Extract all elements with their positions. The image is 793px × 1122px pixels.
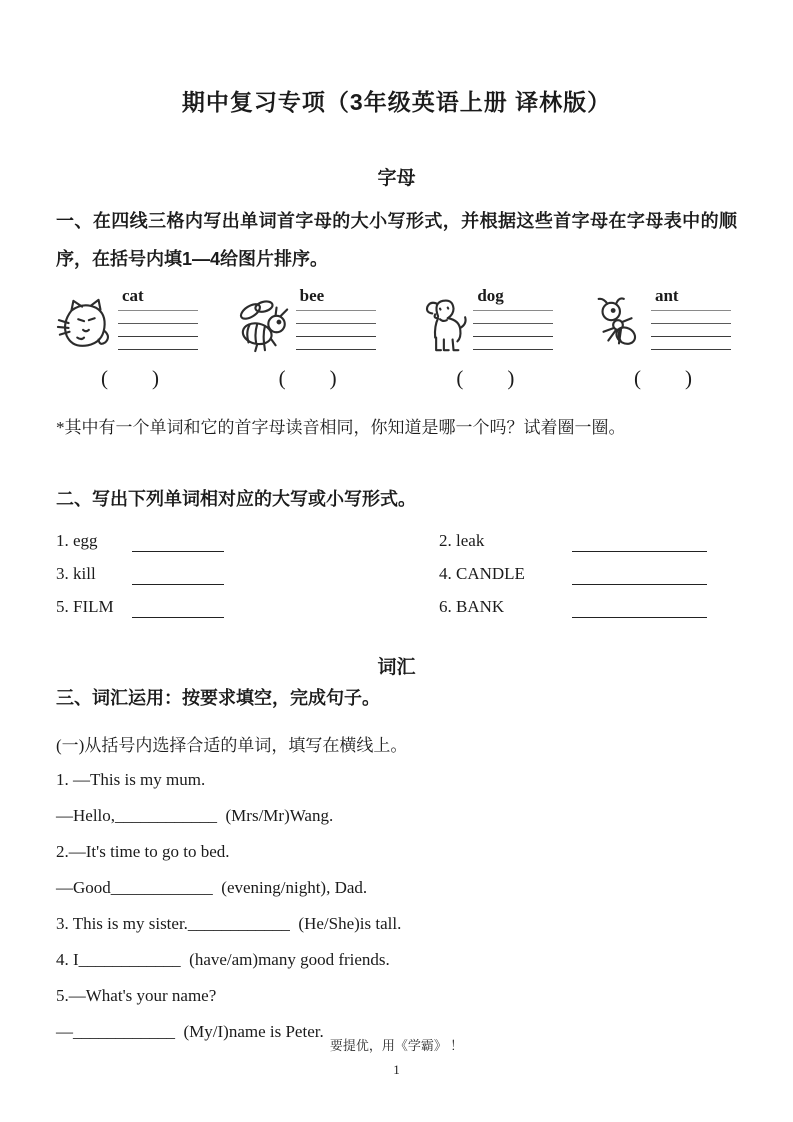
picture-word-label: bee xyxy=(299,286,325,305)
part1-label: (一)从括号内选择合适的单词，填写在横线上。 xyxy=(56,736,408,755)
word-item xyxy=(439,530,737,552)
answer-parens xyxy=(234,366,382,391)
sentence-line: —Hello,____________ (Mrs/Mr)Wang. xyxy=(56,806,334,825)
paren-open: ( xyxy=(456,366,464,390)
word-item xyxy=(439,596,737,618)
answer-parens xyxy=(589,366,737,391)
question1-prompt: 一、在四线三格内写出单词首字母的大小写形式，并根据这些首字母在字母表中的顺序，在括号内填1—4给图片排序。 xyxy=(56,211,737,269)
picture-ordering-row xyxy=(56,286,737,391)
writing-grid xyxy=(473,310,553,356)
picture-word-label: cat xyxy=(122,286,144,305)
picture-dog-main xyxy=(411,286,559,356)
sentence-line: 2.—It's time to go to bed. xyxy=(56,842,230,861)
picture-word-label: dog xyxy=(477,286,504,305)
word-label: 5. FILM xyxy=(56,597,114,616)
answer-blank xyxy=(132,597,224,618)
letters-section-heading: 字母 xyxy=(377,168,416,189)
writing-grid xyxy=(118,310,198,356)
answer-parens xyxy=(411,366,559,391)
bee-icon xyxy=(234,294,292,356)
paren-close: ) xyxy=(152,366,159,390)
paren-close: ) xyxy=(329,366,337,390)
footer-slogan: 要提优，用《学霸》 ！ xyxy=(329,1038,464,1053)
paren-close: ) xyxy=(684,366,692,390)
question2-prompt: 二、写出下列单词相对应的大写或小写形式。 xyxy=(56,489,416,509)
question3-prompt: 三、词汇运用：按要求填空，完成句子。 xyxy=(56,688,380,708)
sentence-line: 3. This is my sister.____________ (He/She)is tall. xyxy=(56,914,402,933)
sentence-line: —____________ (My/I)name is Peter. xyxy=(56,1022,324,1041)
answer-blank xyxy=(572,597,707,618)
picture-cell-cat xyxy=(56,286,204,391)
page-number: 1 xyxy=(393,1062,400,1077)
picture-bee-main xyxy=(234,286,382,356)
paren-open: ( xyxy=(278,366,286,390)
answer-parens xyxy=(56,366,204,391)
picture-ant-main xyxy=(589,286,737,356)
dog-grid-wrap xyxy=(473,286,559,356)
ant-grid-wrap xyxy=(651,286,737,356)
answer-blank xyxy=(132,564,224,585)
dog-icon xyxy=(411,294,469,356)
word-item xyxy=(439,563,737,585)
writing-grid xyxy=(651,310,731,356)
sentence-line: —Good____________ (evening/night), Dad. xyxy=(56,878,368,897)
picture-word-label: ant xyxy=(654,286,679,305)
cat-grid-wrap xyxy=(118,286,204,356)
hint-note: *其中有一个单词和它的首字母读音相同，你知道是哪一个吗？试着圈一圈。 xyxy=(56,418,626,437)
answer-blank xyxy=(132,531,224,552)
ant-icon xyxy=(589,294,647,356)
word-label: 3. kill xyxy=(56,564,96,583)
word-label: 2. leak xyxy=(439,531,485,550)
sentence-line: 5.—What's your name? xyxy=(56,986,217,1005)
word-label: 6. BANK xyxy=(439,597,505,616)
picture-cat-main xyxy=(56,286,204,356)
fill-in-sentences xyxy=(56,762,737,1050)
picture-cell-ant xyxy=(589,286,737,391)
word-item xyxy=(56,563,439,585)
paren-close: ) xyxy=(507,366,515,390)
sentence-line: 4. I____________ (have/am)many good friends. xyxy=(56,950,390,969)
word-label: 4. CANDLE xyxy=(439,564,525,583)
answer-blank xyxy=(572,564,707,585)
picture-cell-bee xyxy=(234,286,382,391)
writing-grid xyxy=(296,310,376,356)
vocab-section-heading: 词汇 xyxy=(377,657,416,678)
cat-icon xyxy=(56,294,114,356)
word-item xyxy=(56,530,439,552)
word-conversion-list xyxy=(56,530,737,618)
sentence-line: 1. —This is my mum. xyxy=(56,770,206,789)
paren-open: ( xyxy=(101,366,108,390)
paren-open: ( xyxy=(633,366,641,390)
page-title: 期中复习专项（3年级英语上册 译林版） xyxy=(181,89,612,115)
picture-cell-dog xyxy=(411,286,559,391)
bee-grid-wrap xyxy=(296,286,382,356)
word-item xyxy=(56,596,439,618)
answer-blank xyxy=(572,531,707,552)
word-label: 1. egg xyxy=(56,531,98,550)
